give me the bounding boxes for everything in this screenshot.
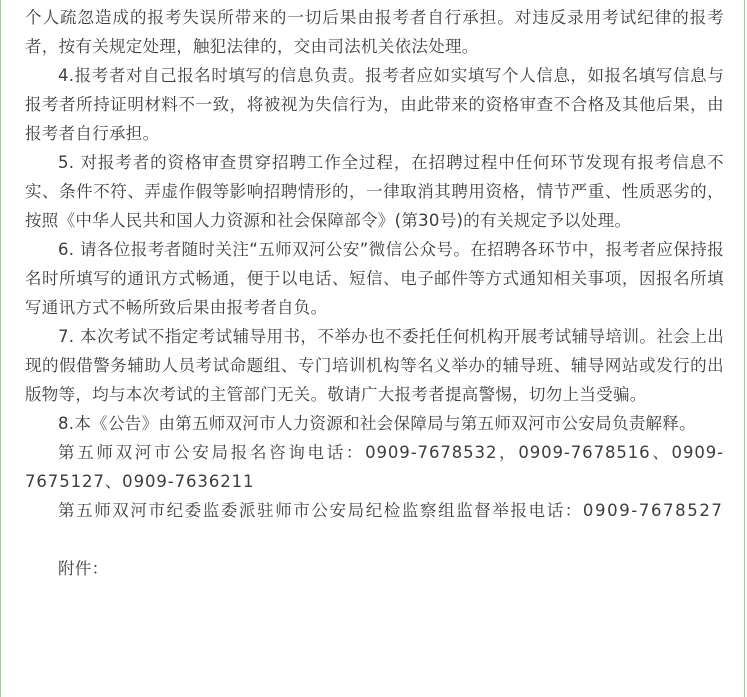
paragraph-item-7: 7. 本次考试不指定考试辅导用书，不举办也不委托任何机构开展考试辅导培训。社会上出现的假借警务辅助人员考试命题组、专门培训机构等名义举办的辅导班、辅导网站或发行的出版物等，均与本次考试的主管部门无关。敬请广大报考者提高警惕，切勿上当受骗。	[25, 327, 724, 404]
article-body	[25, 3, 724, 583]
paragraph-item-4: 4.报考者对自己报名时填写的信息负责。报考者应如实填写个人信息，如报名填写信息与报考者所持证明材料不一致，将被视为失信行为，由此带来的资格审查不合格及其他后果，由报考者自行承担。	[25, 66, 724, 143]
paragraph-item-8: 8.本《公告》由第五师双河市人力资源和社会保障局与第五师双河市公安局负责解释。	[58, 414, 696, 433]
paragraph-discipline: 个人疏忽造成的报考失误所带来的一切后果由报考者自行承担。对违反录用考试纪律的报考者，按有关规定处理，触犯法律的，交由司法机关依法处理。	[25, 8, 724, 56]
paragraph-item-5: 5. 对报考者的资格审查贯穿招聘工作全过程，在招聘过程中任何环节发现有报考信息不实、条件不符、弄虚作假等影响招聘情形的，一律取消其聘用资格，情节严重、性质恶劣的，按照《中华人民共和国人力资源和社会保障部令》(第30号)的有关规定予以处理。	[25, 153, 724, 230]
paragraph-item-6: 6. 请各位报考者随时关注“五师双河公安”微信公众号。在招聘各环节中，报考者应保持报名时所填写的通讯方式畅通，便于以电话、短信、电子邮件等方式通知相关事项，因报名所填写通讯方式不畅所致后果由报考者自负。	[25, 240, 724, 317]
consult-phone-line: 第五师双河市公安局报名咨询电话：0909-7678532，0909-7678516、0909-7675127、0909-7636211	[25, 443, 724, 491]
report-phone-line: 第五师双河市纪委监委派驻师市公安局纪检监察组监督举报电话：0909-7678527	[58, 501, 724, 520]
attachment-label: 附件：	[58, 559, 109, 578]
